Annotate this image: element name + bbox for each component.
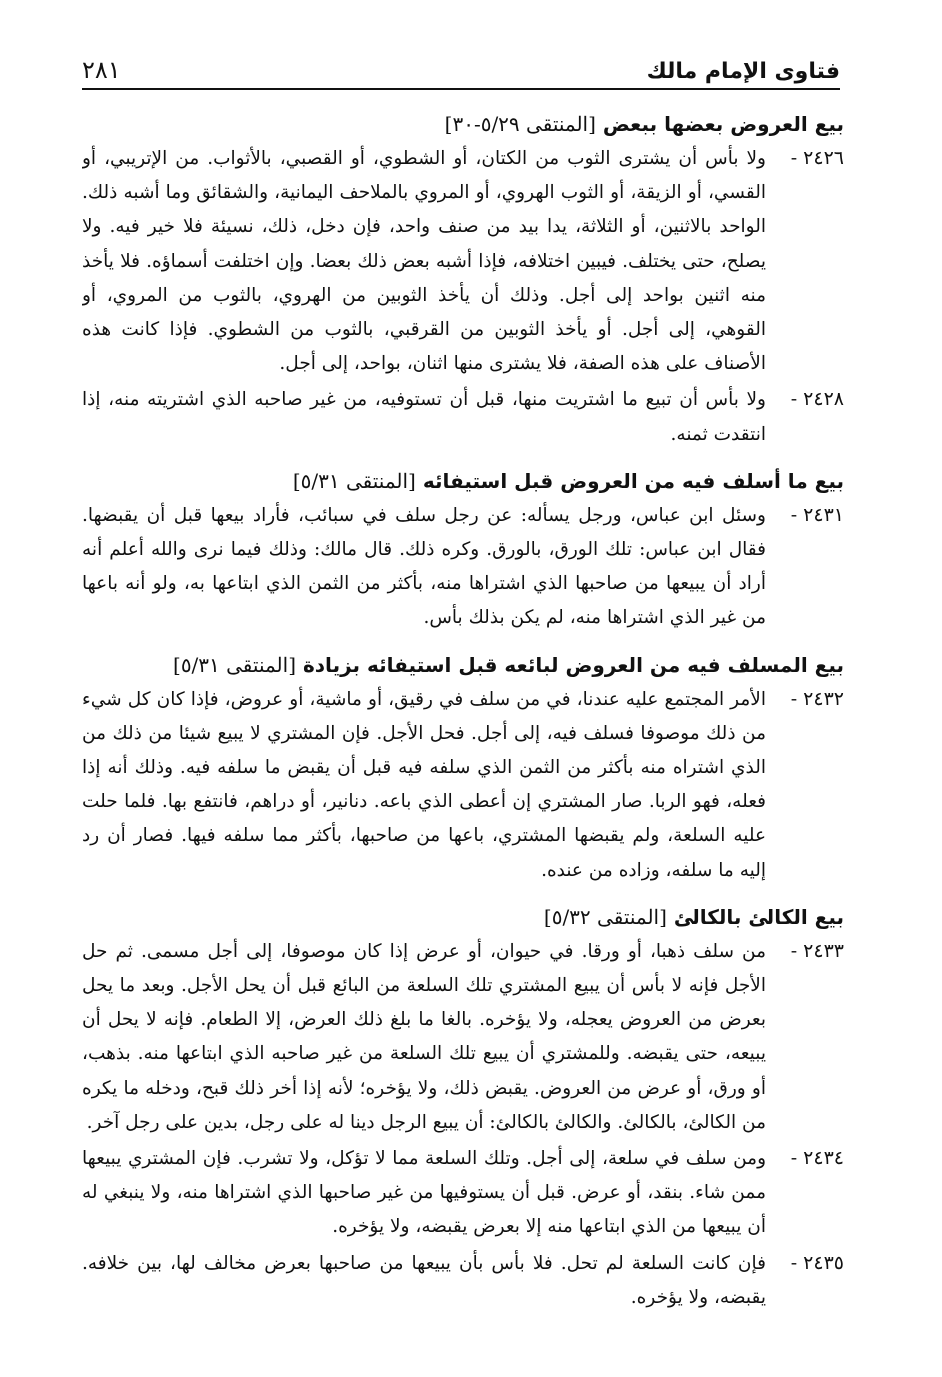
entry [82,1247,844,1315]
entry-number: ٢٤٣١ - [790,503,844,526]
heading-reference: [المنتقى ٥/٣٢] [543,904,667,929]
entry [82,1142,844,1245]
running-title: فتاوى الإمام مالك [646,59,840,84]
entry [82,383,844,451]
heading-reference: [المنتقى ٥/٢٩-٣٠] [444,112,596,136]
heading-reference: [المنتقى ٥/٣١] [292,468,416,493]
entry-number: ٢٤٣٤ - [790,1147,844,1170]
entry-number: ٢٤٣٣ - [790,939,844,962]
entry-number: ٢٤٣٥ - [790,1251,844,1274]
section-heading [82,108,844,140]
page-body [82,108,844,1358]
entry-text: فإن كانت السلعة لم تحل. فلا بأس بأن يبيعها من صاحبها بعرض مخالف لها، بين خلافه. يقبضه، ولا يؤخره. [82,1252,766,1308]
entry [82,499,844,636]
entry-number: ٢٤٢٦ - [790,147,844,169]
entry [82,683,844,888]
section-heading [82,901,844,933]
page-number: ٢٨١ [82,56,121,84]
entry-text: ومن سلف في سلعة، إلى أجل. وتلك السلعة مما لا تؤكل، ولا تشرب. فإن المشتري يبيعها ممن شاء. بنقد، أو عرض. قبل أن يستوفيها من غير صاحبها الذي اشتراها منه، ولا ينبغي له أن يبيعها من الذي ابتاعها منه إلا بعرض يقبضه، ولا يؤخره. [82,1148,766,1238]
heading-title: بيع ما أسلف فيه من العروض قبل استيفائه [422,468,844,493]
section-1 [82,108,844,452]
section-heading [82,465,844,497]
heading-title: بيع المسلف فيه من العروض لبائعه قبل استيفائه بزيادة [302,652,844,677]
page-header [82,52,840,90]
entry [82,935,844,1140]
entry-text: الأمر المجتمع عليه عندنا، في من سلف في رقيق، أو ماشية، أو عروض، فإذا كان كل شيء من ذلك موصوفا فسلف فيه، إلى أجل. فحل الأجل. فإن المشتري لا يبيع شيئا من ذلك من الذي اشتراه منه بأكثر من الثمن الذي سلفه فيه قبل أن يقبض ما سلفه فيه. وذلك أنه إذا فعله، فهو الربا. صار المشتري إن أعطى الذي باعه. دنانير، أو دراهم، فانتفع بها. فلما حلت عليه السلعة، ولم يقبضها المشتري، باعها من صاحبها، بأكثر مما سلفه فيها. فصار أن رد إليه ما سلفه، وزاده من عنده. [82,688,766,881]
entry-number: ٢٤٣٢ - [790,687,844,710]
entry-text: ولا بأس أن يشترى الثوب من الكتان، أو الشطوي، أو القصبي، بالأثواب. من الإتريبي، أو القسي، أو الزيقة، أو الثوب الهروي، أو المروي بالملاحف اليمانية، والشقائق وما أشبه ذلك. الواحد بالاثنين، أو الثلاثة، يدا بيد من صنف واحد، فإن دخل، ذلك، نسيئة فلا خير فيه. ولا يصلح، حتى يختلف. فيبين اختلافه، فإذا أشبه بعض ذلك بعضا. وإن اختلفت أسماؤه. فلا يأخذ منه اثنين بواحد إلى أجل. وذلك أن يأخذ الثوبين من الهروي، بالثوب من المروي، أو القوهي، إلى أجل. أو يأخذ الثوبين من القرقبي، بالثوب من الشطوي. فإذا كانت هذه الأصناف على هذه الصفة، فلا يشترى منها اثنان، بواحد، إلى أجل. [82,148,766,375]
section-4 [82,901,844,1315]
entry-text: ولا بأس أن تبيع ما اشتريت منها، قبل أن تستوفيه، من غير صاحبه الذي اشتريته منه، إذا انتقدت ثمنه. [82,389,766,445]
section-2 [82,465,844,636]
section-heading [82,649,844,681]
heading-reference: [المنتقى ٥/٣١] [173,652,297,677]
entry-text: من سلف ذهبا، أو ورقا. في حيوان، أو عرض إذا كان موصوفا، إلى أجل مسمى. ثم حل الأجل فإنه لا بأس أن يبيع المشتري تلك السلعة من البائع قبل أن يحل الأجل. وبعد ما يحل بعرض من العروض يعجله، ولا يؤخره. بالغا ما بلغ ذلك العرض، إلا الطعام. فإنه لا يحل أن يبيعه، حتى يقبضه. وللمشتري أن يبيع تلك السلعة من غير صاحبه الذي ابتاعها منه. بذهب، أو ورق، أو عرض من العروض. يقبض ذلك، ولا يؤخره؛ لأنه إذا أخر ذلك قبح، ودخله ما يكره من الكالئ، بالكالئ. والكالئ بالكالئ: أن يبيع الرجل دينا له على رجل، بدين على رجل آخر. [82,940,766,1133]
section-3 [82,649,844,888]
entry-text: وسئل ابن عباس، ورجل يسأله: عن رجل سلف في سبائب، فأراد بيعها قبل أن يقبضها. فقال ابن عباس: تلك الورق، بالورق. وكره ذلك. قال مالك: وذلك فيما نرى والله أعلم أنه أراد أن يبيعها من صاحبها الذي اشتراها منه، بأكثر من الثمن الذي ابتاعها به، ولو أنه باعها من غير الذي اشتراها منه، لم يكن بذلك بأس. [82,504,766,629]
entry [82,142,844,381]
entry-number: ٢٤٢٨ - [790,388,844,411]
heading-title: بيع العروض بعضها ببعض [602,112,844,136]
heading-title: بيع الكالئ بالكالئ [673,904,844,929]
